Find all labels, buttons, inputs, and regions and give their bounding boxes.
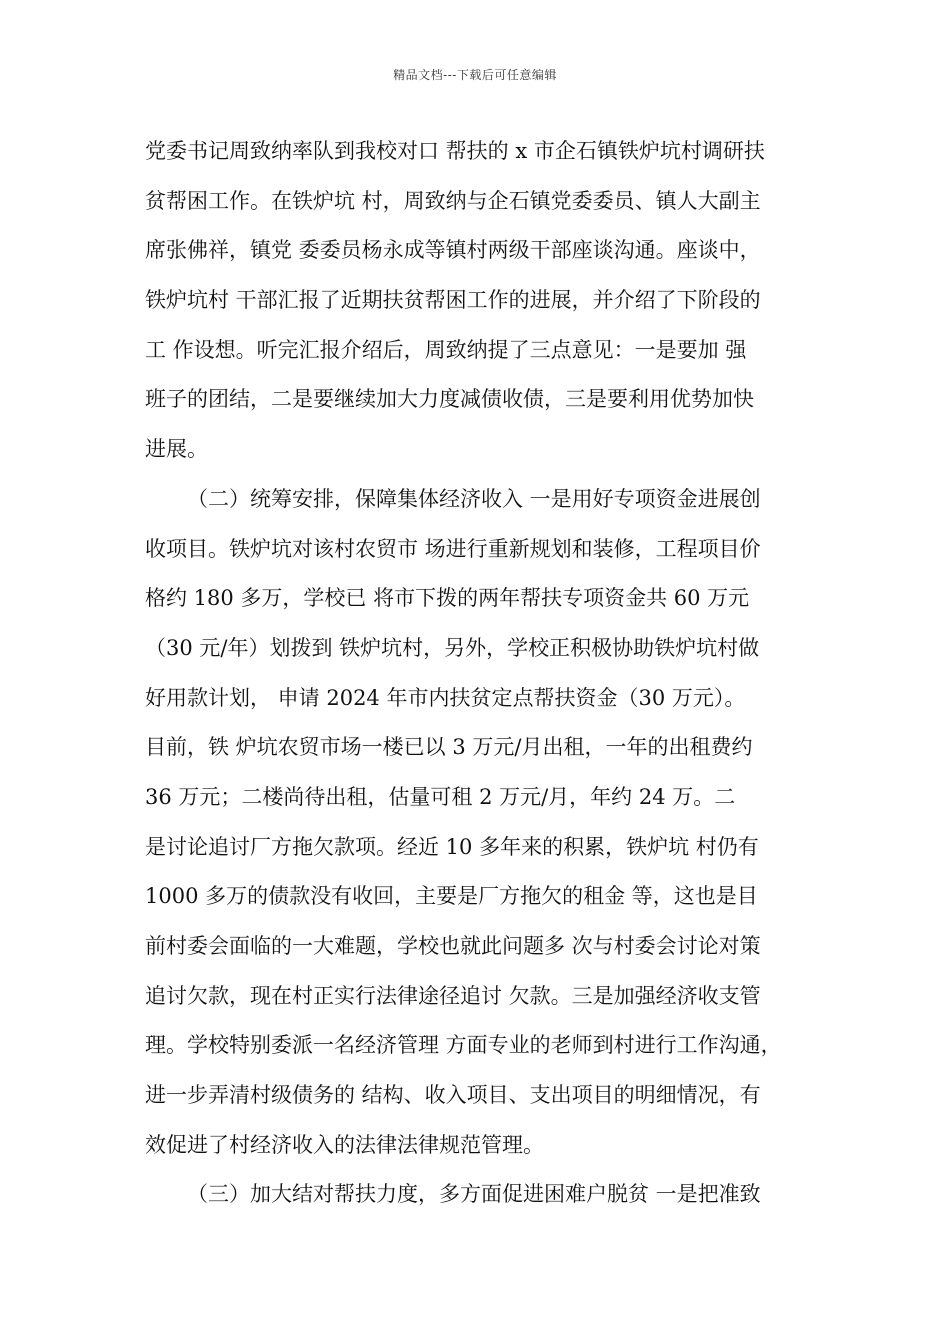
text-line: 席张佛祥，镇党 委委员杨永成等镇村两级干部座谈沟通。座谈中， bbox=[145, 238, 761, 263]
text-line: 贫帮困工作。在铁炉坑 村，周致纳与企石镇党委委员、镇人大副主 bbox=[145, 188, 761, 213]
text-line: 目前，铁 炉坑农贸市场一楼已以 3 万元/月出租，一年的出租费约 bbox=[145, 735, 753, 760]
text-line: 是讨论追讨厂方拖欠款项。经近 10 多年来的积累，铁炉坑 村仍有 bbox=[145, 834, 759, 859]
text-line: 格约 180 多万，学校已 将市下拨的两年帮扶专项资金共 60 万元 bbox=[145, 586, 750, 611]
text-line: 理。学校特别委派一名经济管理 方面专业的老师到村进行工作沟通， bbox=[145, 1033, 782, 1058]
text-line: （30 元/年）划拨到 铁炉坑村，另外，学校正积极协助铁炉坑村做 bbox=[145, 635, 760, 660]
text-line: 追讨欠款，现在村正实行法律途径追讨 欠款。三是加强经济收支管 bbox=[145, 983, 761, 1008]
text-line: 效促进了村经济收入的法律法律规范管理。 bbox=[145, 1132, 544, 1157]
text-line: 工 作设想。听完汇报介绍后，周致纳提了三点意见：一是要加 强 bbox=[145, 337, 747, 362]
section-heading-line: （二）统筹安排，保障集体经济收入 一是用好专项资金进展创 bbox=[187, 486, 761, 511]
text-line: 收项目。铁炉坑对该村农贸市 场进行重新规划和装修，工程项目价 bbox=[145, 536, 761, 561]
text-line: 党委书记周致纳率队到我校对口 帮扶的 x 市企石镇铁炉坑村调研扶 bbox=[145, 139, 765, 163]
text-line: 好用款计划， 申请 2024 年市内扶贫定点帮扶资金（30 万元）。 bbox=[145, 685, 746, 710]
page-header: 精品文档---下载后可任意编辑 bbox=[393, 68, 557, 82]
document-body bbox=[145, 127, 810, 1220]
text-line: 1000 多万的债款没有收回，主要是厂方拖欠的租金 等，这也是目 bbox=[145, 884, 758, 909]
text-line: 班子的团结，二是要继续加大力度减债收债，三是要利用优势加快 bbox=[145, 387, 754, 412]
section-heading-line: （三）加大结对帮扶力度，多方面促进困难户脱贫 一是把准致 bbox=[187, 1182, 761, 1207]
text-line: 前村委会面临的一大难题，学校也就此问题多 次与村委会讨论对策 bbox=[145, 934, 761, 958]
text-line: 进一步弄清村级债务的 结构、收入项目、支出项目的明细情况，有 bbox=[145, 1083, 761, 1108]
text-line: 进展。 bbox=[145, 437, 208, 462]
text-line: 36 万元；二楼尚待出租，估量可租 2 万元/月，年约 24 万。二 bbox=[145, 784, 736, 809]
text-line: 铁炉坑村 干部汇报了近期扶贫帮困工作的进展，并介绍了下阶段的 bbox=[145, 288, 761, 313]
